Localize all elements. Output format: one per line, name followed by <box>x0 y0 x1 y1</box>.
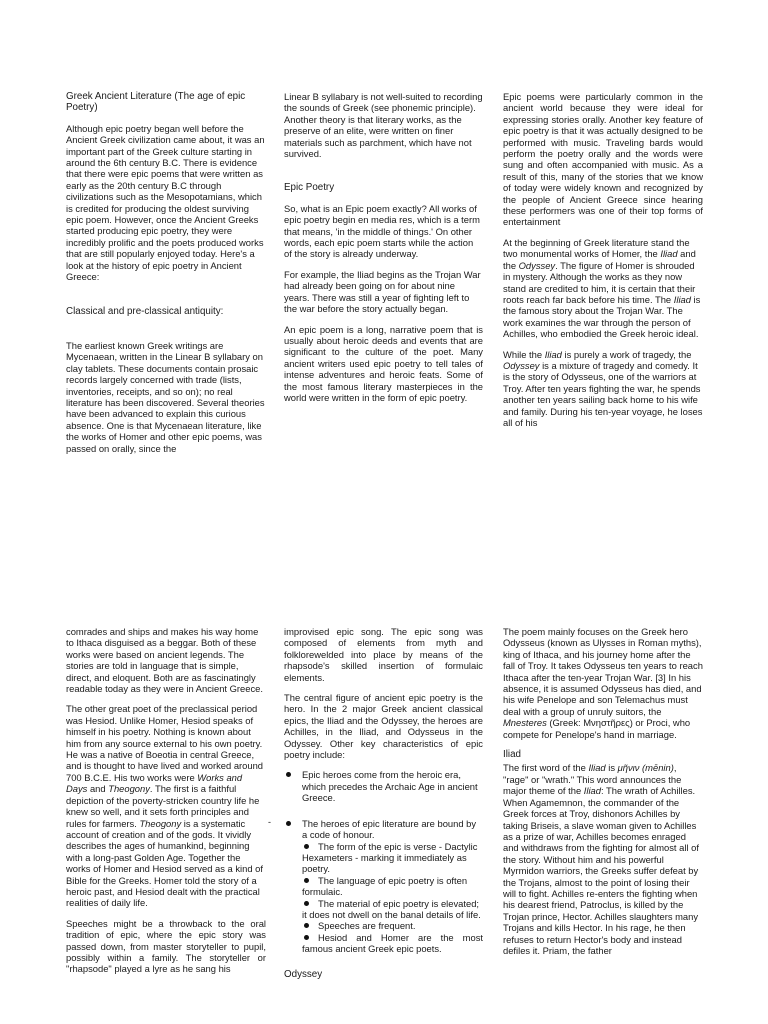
paragraph: Speeches might be a throwback to the oral tradition of epic, where the epic story was passed down, from master storyteller to pupil, possibly within a family. The storyteller or "rhapsode" played a lyre as he sang his <box>66 917 266 975</box>
paragraph <box>503 237 703 340</box>
section-heading: Epic Poetry <box>284 182 335 194</box>
title-iliad: Iliad <box>673 293 691 305</box>
text-run: , "rage" or "wrath." This word announces the major theme of the <box>503 762 682 797</box>
text-run: . The first is a faithful depiction of the poverty-stricken country life he knew so well, and it sets forth principles and rules for farmers. <box>66 783 260 829</box>
section-heading: Classical and pre-classical antiquity: <box>66 305 224 317</box>
bullet-icon <box>304 901 309 906</box>
title-iliad: Iliad <box>588 762 606 774</box>
sub-bullet-item <box>284 932 483 955</box>
title-iliad: Iliad <box>544 348 562 360</box>
bullet-icon <box>304 878 309 883</box>
bullet-icon <box>304 935 309 940</box>
column-4 <box>66 626 266 984</box>
title-iliad: Iliad <box>583 785 601 797</box>
term-mnesteres: Mnesteres <box>503 717 547 729</box>
paragraph <box>503 626 703 740</box>
bullet-icon <box>304 844 309 849</box>
sub-bullet-item <box>284 841 483 875</box>
text-run: (Greek: Μνηστῆρες) or Proci, who compete for Penelope's hand in marriage. <box>503 717 691 740</box>
stray-mark: - <box>268 817 271 827</box>
sub-bullet-item <box>284 898 483 921</box>
text-run: is purely a work of tragedy, the <box>561 348 692 360</box>
text-run: and the <box>503 248 696 271</box>
sub-bullet-item <box>284 875 483 898</box>
bullet-item <box>284 818 483 841</box>
title-theogony: Theogony <box>108 783 150 795</box>
paragraph <box>503 762 703 956</box>
column-2 <box>284 91 483 412</box>
section-heading: Iliad <box>503 749 521 761</box>
paragraph <box>503 349 703 429</box>
bullet-item <box>284 769 483 803</box>
text-run: While the <box>503 348 545 360</box>
bullet-text: The form of the epic is verse - Dactylic Hexameters - marking it immediately as poetry. <box>302 840 478 875</box>
paragraph: For example, the Iliad begins as the Trojan War had already been going on for about nine years. There was still a year of fighting left to the war before the story actually began. <box>284 268 481 315</box>
title-odyssey: Odyssey <box>503 359 540 371</box>
text-run: At the beginning of Greek literature stand the two monumental works of Homer, the <box>503 236 690 260</box>
text-run: The poem mainly focuses on the Greek hero Odysseus (known as Ulysses in Roman myths), king of Ithaca, and his journey home after the fall of Troy. It takes Odysseus ten years to reach Ithaca after the ten-year Trojan War. [3] In his absence, it is assumed Odysseus has died, and his wife Penelope and son Telemachus must deal with a group of unruly suitors, the <box>503 626 703 717</box>
section-heading: Odyssey <box>284 968 323 980</box>
bullet-text: Epic heroes come from the heroic era, which precedes the Archaic Age in ancient Greece. <box>302 769 478 804</box>
bullet-icon <box>286 772 291 777</box>
column-6 <box>503 626 703 965</box>
paragraph: improvised epic song. The epic song was composed of elements from myth and folklorewelded into place by means of the rhapsode's skilled insertion of formulaic elements. <box>284 626 483 683</box>
title-odyssey: Odyssey <box>518 259 556 271</box>
bullet-icon <box>286 821 291 826</box>
text-run: is a mixture of tragedy and comedy. It is the story of Odysseus, one of the warriors at Troy. After ten years fighting the war, he spends another ten years sailing back home to his wife and family. During his ten-year voyage, he loses all of his <box>503 359 703 428</box>
sub-bullet-item <box>284 920 483 931</box>
paragraph: An epic poem is a long, narrative poem that is usually about heroic deeds and events that are significant to the culture of the poet. Many ancient writers used epic poetry to tell tales of intense adventures and heroic feats. Some of the most famous literary masterpieces in the world were written in the form of epic poetry. <box>284 323 483 403</box>
paragraph: Although epic poetry began well before the Ancient Greek civilization came about, it was an important part of the Greek culture starting in around the 6th century B.C. There is evidence that there were epic poems that were written as early as the 20th century B.C through civilizations such as the Mesopotamians, which is credited for producing the oldest surviving epic poem. However, once the Ancient Greeks started producing epic poetry, they were incredibly prolific and the poets produced works that are still popularly enjoyed today. Here's a look at the history of epic poetry in Ancient Greece: <box>66 122 265 283</box>
text-run: . The figure of Homer is shrouded in mystery. Although the works as they now stand are credited to him, it is certain that their roots reach far back before his time. The <box>503 259 696 305</box>
title-theogony: Theogony <box>139 817 182 829</box>
paragraph <box>66 703 266 908</box>
text-run: is <box>605 762 618 774</box>
paragraph: The earliest known Greek writings are Mycenaean, written in the Linear B syllabary on clay tablets. These documents contain prosaic records largely concerned with trade (lists, inventories, receipts, and so on); no real literature has been discovered. Several theories have been advanced to explain this curious absence. One is that Mycenaean literature, like the works of Homer and other epic poems, was passed on orally, since the <box>66 339 265 454</box>
text-run: The first word of the <box>503 762 589 774</box>
text-run: : The wrath of Achilles. When Agamemnon, the commander of the Greek forces at Troy, dishonors Achilles by taking Briseis, a slave woman given to Achilles as a prize of war, Achilles becomes enraged and withdraws from the fighting for almost all of the story. Without him and his powerful Myrmidon warriors, the Greeks suffer defeat by the Trojans, almost to the point of losing their will to fight. Achilles re-enters the fighting when his dearest friend, Patroclus, is killed by the Trojan prince, Hector. Achilles slaughters many Trojans and kills Hector. In his rage, he then refuses to return Hector's body and instead defiles it. Priam, the father <box>503 785 699 956</box>
text-run: is a systematic account of creation and of the gods. It vividly describes the ages of humankind, beginning with a long-past Golden Age. Together the works of Homer and Hesiod served as a kind of Bible for the Greeks. Homer told the story of a heroic past, and Hesiod dealt with the practical realities of daily life. <box>66 817 263 909</box>
text-run: is the famous story about the Trojan War. The work examines the war through the person of Achilles, who embodied the Greek heroic ideal. <box>503 293 701 340</box>
paragraph: So, what is an Epic poem exactly? All works of epic poetry begin en media res, which is a term that means, 'in the middle of things.' On other words, each epic poem starts while the action of the story is already underway. <box>284 202 480 260</box>
article-title: Greek Ancient Literature (The age of epic Poetry) <box>66 91 246 114</box>
bullet-text: Speeches are frequent. <box>318 920 416 932</box>
paragraph: Linear B syllabary is not well-suited to recording the sounds of Greek (see phonemic principle). Another theory is that literary works, as the preserve of an elite, were written on finer materials such as parchment, which have not survived. <box>284 91 483 160</box>
bullet-text: The heroes of epic literature are bound by a code of honour. <box>302 817 477 841</box>
term-menin: μῆνιν (mēnin) <box>617 762 674 774</box>
paragraph: comrades and ships and makes his way home to Ithaca disguised as a beggar. Both of these works were based on ancient legends. The stories are told in language that is simple, direct, and eloquent. Both are as fascinatingly readable today as they were in Ancient Greece. <box>66 626 263 695</box>
bullet-text: Hesiod and Homer are the most famous ancient Greek epic poets. <box>302 931 483 955</box>
text-run: and <box>87 783 109 795</box>
text-run: The other great poet of the preclassical period was Hesiod. Unlike Homer, Hesiod speaks of himself in his poetry. Nothing is known about him from any source external to his own poetry. He was a native of Boeotia in central Greece, and is thought to have lived and worked around 700 B.C.E. His two works were <box>66 703 264 783</box>
column-3 <box>503 91 703 437</box>
column-1 <box>66 91 266 463</box>
column-5 <box>284 626 483 989</box>
title-works-and-days: Works and Days <box>66 771 243 795</box>
bullet-text: The language of epic poetry is often formulaic. <box>302 874 468 898</box>
paragraph: Epic poems were particularly common in the ancient world because they were ideal for expressing stories orally. Another key feature of epic poetry is that it was actually designed to be performed with music. Traveling bards would perform the poetry orally and the words were sung and often accompanied with music. As a result of this, many of the stories that we know of today were widely known and recognized by the people of Ancient Greece since hearing these performers was one of their top forms of entertainment <box>503 91 703 228</box>
paragraph: The central figure of ancient epic poetry is the hero. In the 2 major Greek ancient classical epics, the Iliad and the Odyssey, the heroes are Achilles, in the Iliad, and Odysseus in the Odyssey. Other key characteristics of epic poetry include: <box>284 692 483 761</box>
title-iliad: Iliad <box>660 248 678 260</box>
bullet-text: The material of epic poetry is elevated; it does not dwell on the banal details of life. <box>302 897 481 920</box>
